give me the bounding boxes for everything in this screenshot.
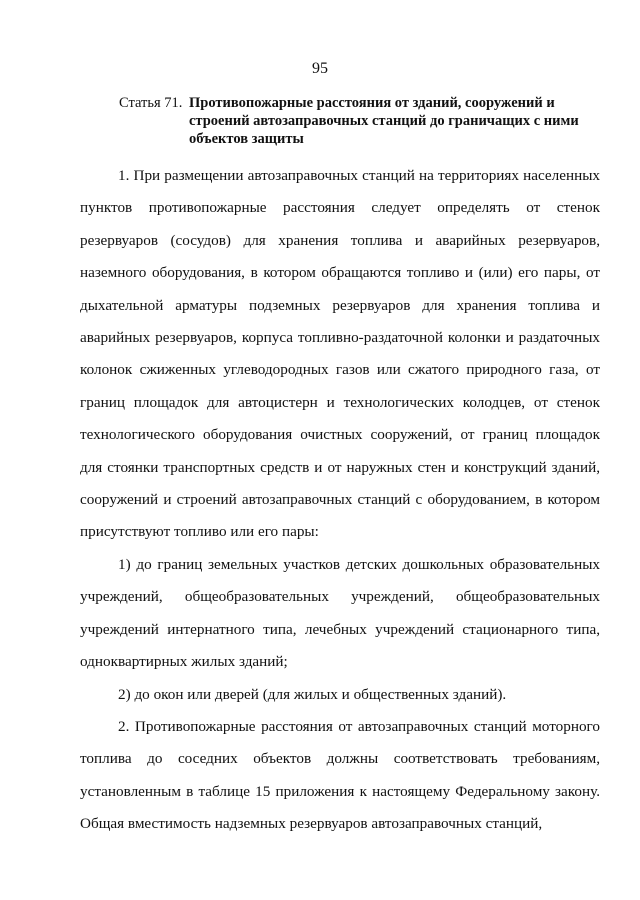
paragraph: 1. При размещении автозаправочных станций на территориях населенных пунктов противопожарные расстояния следует определять от стенок резервуаров (сосудов) для хранения топлива и аварийных резервуаров, наземного оборудования, в котором обращаются топливо и (или) его пары, от дыхательной арматуры подземных резервуаров для хранения топлива и аварийных резервуаров, корпуса топливно-раздаточной колонки и раздаточных колонок сжиженных углеводородных газов или сжатого природного газа, от границ площадок для автоцистерн и технологических колодцев, от стенок технологического оборудования очистных сооружений, от границ площадок для стоянки транспортных средств и от наружных стен и конструкций зданий, сооружений и строений автозаправочных станций с оборудованием, в котором присутствуют топливо или его пары:: [80, 167, 600, 541]
paragraph: 2. Противопожарные расстояния от автозаправочных станций моторного топлива до соседних объектов должны соответствовать требованиям, установленным в таблице 15 приложения к настоящему Федеральному закону. Общая вместимость надземных резервуаров автозаправочных станций,: [80, 717, 600, 833]
article-body: [80, 160, 600, 841]
article-number: Статья 71.: [119, 95, 183, 111]
article-heading: [119, 94, 599, 148]
paragraph: 1) до границ земельных участков детских дошкольных образовательных учреждений, общеобразовательных учреждений, общеобразовательных учреждений интернатного типа, лечебных учреждений стационарного типа, одноквартирных жилых зданий;: [80, 555, 600, 671]
paragraph: 2) до окон или дверей (для жилых и общественных зданий).: [118, 685, 507, 703]
page-number: 95: [312, 60, 328, 77]
article-title: Противопожарные расстояния от зданий, сооружений и строений автозаправочных станций до граничащих с ними объектов защиты: [189, 95, 579, 147]
